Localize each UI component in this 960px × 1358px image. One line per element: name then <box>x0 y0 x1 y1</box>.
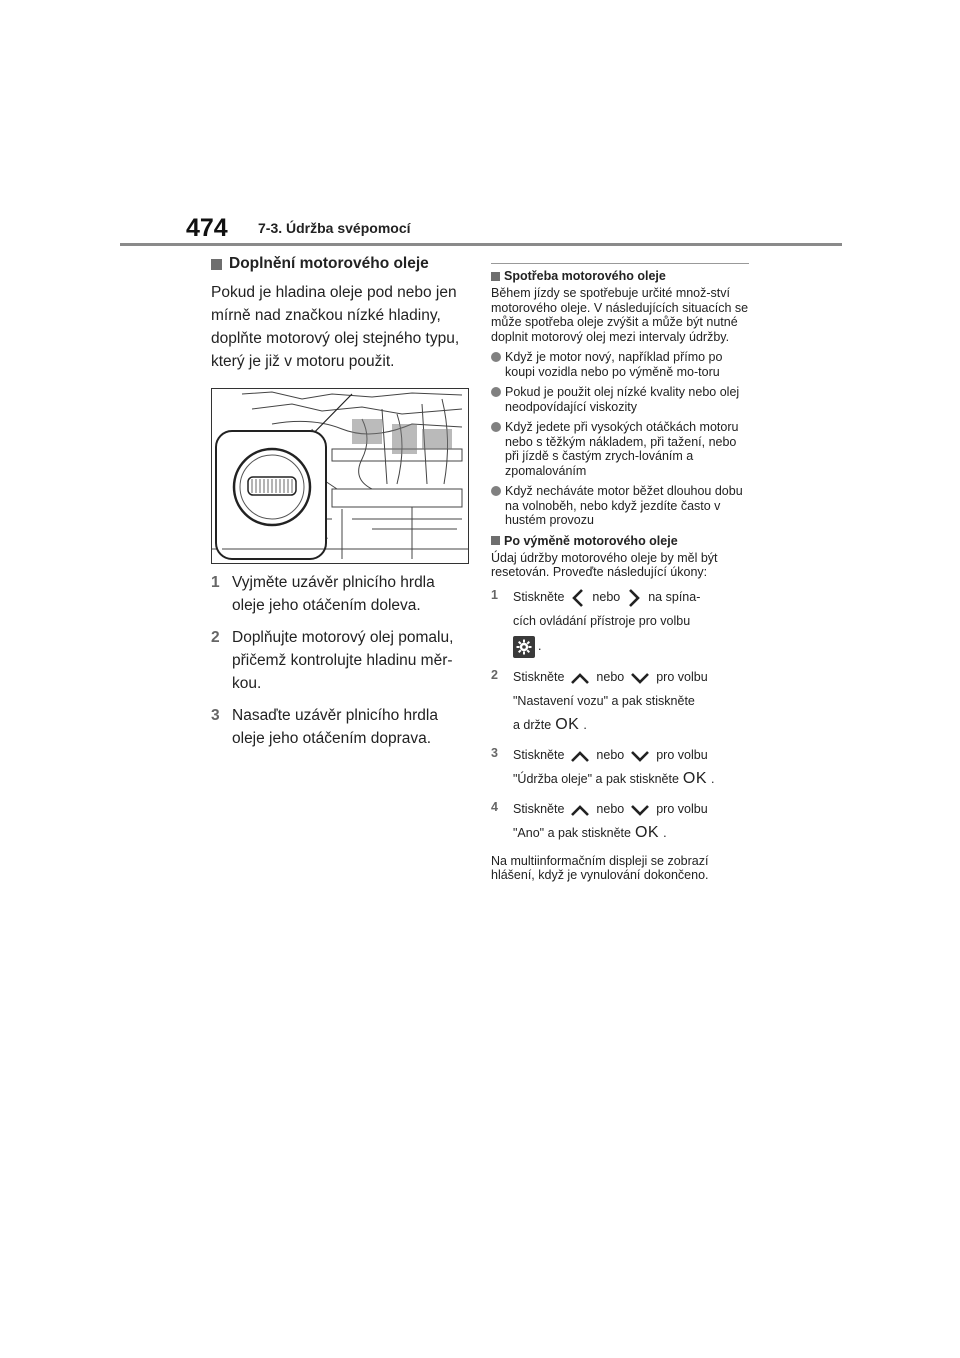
square-bullet-icon <box>491 272 500 281</box>
page-number: 474 <box>186 214 228 242</box>
chevron-up-icon <box>570 749 590 763</box>
step-text: pro volbu <box>656 670 708 685</box>
list-item-text: Když necháváte motor běžet dlouhou dobu na volnoběh, nebo když jezdíte často v hustém provozu <box>505 484 743 527</box>
ok-button-icon: OK <box>555 716 580 734</box>
oil-refill-steps <box>211 571 469 750</box>
oil-change-heading-text: Po výměně motorového oleje <box>504 533 678 548</box>
chevron-down-icon <box>630 749 650 763</box>
step-number: 2 <box>491 667 498 682</box>
engine-illustration <box>211 388 469 564</box>
list-item <box>491 350 749 379</box>
step-text: . <box>583 718 587 733</box>
step-text: Nasaďte uzávěr plnicího hrdla oleje jeho otáčením doprava. <box>232 707 438 747</box>
step-text: na spína- <box>648 590 701 605</box>
reset-step-1 <box>491 588 749 658</box>
reset-complete-note: Na multiinformačním displeji se zobrazí hlášení, když je vynulování dokončeno. <box>491 853 709 882</box>
oil-refill-intro: Pokud je hladina oleje pod nebo jen mírně nad značkou nízké hladiny, doplňte motorový olej stejného typu, který je již v motoru použit. <box>211 284 460 370</box>
header-divider <box>120 243 842 246</box>
list-item <box>491 484 749 528</box>
oil-refill-step-2 <box>211 626 469 695</box>
step-text: pro volbu <box>656 748 708 763</box>
step-text: "Ano" a pak stiskněte <box>513 826 631 841</box>
step-text: pro volbu <box>656 802 708 817</box>
step-text: . <box>663 826 667 841</box>
step-text: . <box>538 639 542 654</box>
step-number: 4 <box>491 799 498 814</box>
step-text: a držte <box>513 718 552 733</box>
circle-bullet-icon <box>491 387 501 397</box>
list-item-text: Když je motor nový, například přímo po koupi vozidla nebo po výměně mo-toru <box>505 350 723 379</box>
square-bullet-icon <box>491 536 500 545</box>
step-number: 2 <box>211 629 220 646</box>
list-item-text: Když jedete při vysokých otáčkách motoru nebo s těžkým nákladem, při tažení, nebo při jízdě s častým zrych-lováním a zpomalováním <box>505 420 739 478</box>
chevron-left-icon <box>570 588 586 608</box>
oil-consumption-heading-text: Spotřeba motorového oleje <box>504 269 666 283</box>
chevron-up-icon <box>570 803 590 817</box>
oil-refill-heading <box>211 255 469 273</box>
reset-step-4 <box>491 800 749 844</box>
list-item <box>491 420 749 478</box>
step-text: Doplňujte motorový olej pomalu, přičemž kontrolujte hladinu měr-kou. <box>232 629 454 692</box>
step-text: cích ovládání přístroje pro volbu <box>513 614 691 629</box>
step-number: 3 <box>211 707 220 724</box>
section-title: 7-3. Údržba svépomocí <box>258 220 411 236</box>
step-text: Stiskněte <box>513 670 565 685</box>
step-text: Stiskněte <box>513 802 565 817</box>
left-column <box>211 255 469 759</box>
oil-consumption-text: Během jízdy se spotřebuje určité množ-ství motorového oleje. V následujících situacích se může spotřeba oleje zvýšit a může být nutné doplnit motorový olej mezi intervaly údržby. <box>491 286 749 344</box>
engine-oil-cap-illustration <box>212 389 468 563</box>
circle-bullet-icon <box>491 486 501 496</box>
oil-change-text: Údaj údržby motorového oleje by měl být resetován. Proveďte následující úkony: <box>491 550 718 579</box>
step-text: nebo <box>596 802 625 817</box>
oil-refill-step-3 <box>211 704 469 750</box>
step-number: 3 <box>491 745 498 760</box>
step-text: "Nastavení vozu" a pak stiskněte <box>513 694 695 709</box>
oil-consumption-heading <box>491 269 749 283</box>
settings-gear-icon <box>513 636 535 658</box>
oil-refill-heading-text: Doplnění motorového oleje <box>229 255 429 272</box>
step-text: Stiskněte <box>513 748 565 763</box>
circle-bullet-icon <box>491 352 501 362</box>
chevron-down-icon <box>630 671 650 685</box>
square-bullet-icon <box>211 259 222 270</box>
ok-button-icon: OK <box>634 824 660 842</box>
oil-refill-step-1 <box>211 571 469 617</box>
list-item <box>491 385 749 414</box>
step-text: . <box>711 772 715 787</box>
step-text: Vyjměte uzávěr plnicího hrdla oleje jeho otáčením doleva. <box>232 574 435 614</box>
step-text: "Údržba oleje" a pak stiskněte <box>513 772 679 787</box>
reset-step-3 <box>491 746 749 790</box>
info-box-divider <box>491 263 749 264</box>
circle-bullet-icon <box>491 422 501 432</box>
step-text: Stiskněte <box>513 590 565 605</box>
reset-step-2 <box>491 668 749 736</box>
step-text: nebo <box>596 670 625 685</box>
step-number: 1 <box>211 574 220 591</box>
right-column <box>491 263 749 889</box>
step-text: nebo <box>596 748 625 763</box>
step-text: nebo <box>592 590 621 605</box>
oil-change-heading <box>491 534 749 548</box>
ok-button-icon: OK <box>682 770 708 788</box>
list-item-text: Pokud je použit olej nízké kvality nebo olej neodpovídající viskozity <box>505 385 740 414</box>
chevron-right-icon <box>626 588 642 608</box>
chevron-down-icon <box>630 803 650 817</box>
chevron-up-icon <box>570 671 590 685</box>
step-number: 1 <box>491 587 498 602</box>
